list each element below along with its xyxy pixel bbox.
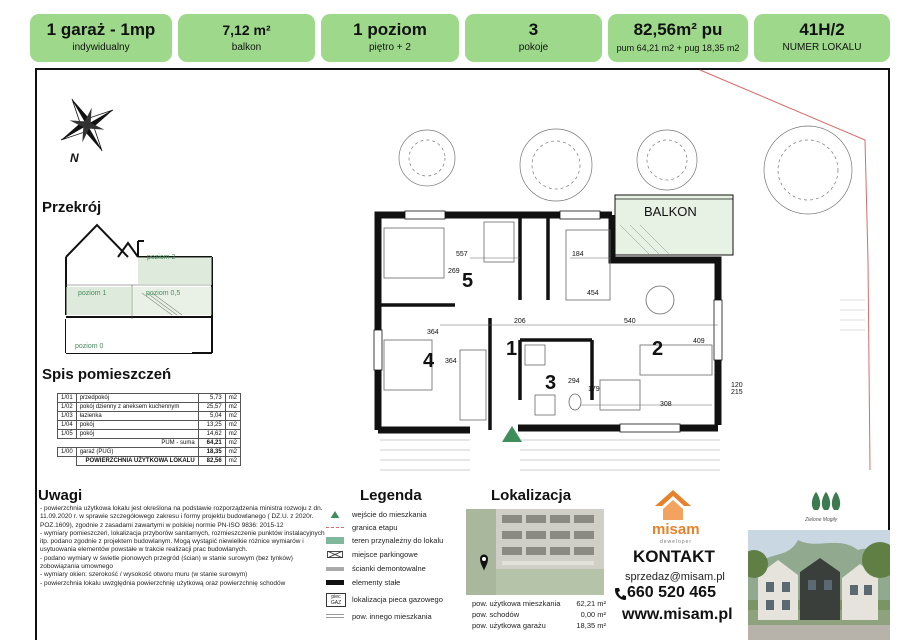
room-number-3: 3 [545, 372, 557, 394]
dim-269: 269 [448, 268, 460, 275]
legend-label: pow. innego mieszkania [352, 612, 432, 621]
stat-label: pow. schodów [472, 610, 520, 619]
header-garage-label: indywidualny [72, 42, 130, 53]
room-number-1: 1 [506, 338, 518, 360]
estate-logo-icon [808, 490, 844, 512]
dim-206: 206 [514, 318, 526, 325]
room-unit: m2 [225, 412, 240, 421]
dim-540: 540 [624, 318, 636, 325]
stat-value: 0,00 m² [580, 610, 606, 619]
stage-line-icon [326, 527, 344, 528]
stat-label: pow. użytkowa garażu [472, 621, 546, 630]
dim-120-215: 120 215 [731, 382, 743, 396]
balcony-label: BALKON [644, 204, 697, 219]
contact-title: KONTAKT [633, 547, 715, 566]
room-name: łazienka [76, 412, 198, 421]
dim-454: 454 [587, 290, 599, 297]
total-unit: m2 [225, 457, 240, 466]
legend-label: miejsce parkingowe [352, 550, 418, 559]
legend-title: Legenda [360, 487, 422, 504]
legend-label: granica etapu [352, 523, 398, 532]
stat-value: 18,35 m² [576, 621, 606, 630]
location-map [466, 509, 604, 595]
note-4: - wymiary okien: szerokość / wysokość otworu muru (w stanie surowym) [40, 571, 248, 579]
owned-land-swatch [326, 537, 344, 544]
dim-294: 294 [568, 378, 580, 385]
dim-409: 409 [693, 338, 705, 345]
stat-garage-area [472, 621, 606, 630]
location-title: Lokalizacja [491, 487, 572, 504]
pum-unit: m2 [225, 439, 240, 448]
dim-179: 179 [588, 386, 600, 393]
room-name: przedpokój [76, 394, 198, 403]
section-level-1: poziom 1 [78, 290, 107, 297]
room-unit: m2 [225, 430, 240, 439]
room-number-4: 4 [423, 350, 435, 372]
misam-logo-icon [653, 488, 693, 524]
garage-name: garaż (PUG) [76, 448, 198, 457]
header-area-label: pum 64,21 m2 + pug 18,35 m2 [616, 43, 740, 53]
garage-id: 1/00 [58, 448, 77, 457]
room-name: pokój [76, 421, 198, 430]
notes-text [40, 505, 325, 588]
room-id: 1/02 [58, 403, 77, 412]
garage-area: 18,35 [198, 448, 225, 457]
room-name: pokój dzienny z aneksem kuchennym [76, 403, 198, 412]
brand-name: misam [652, 521, 700, 538]
parking-swatch-icon [326, 551, 344, 558]
room-id: 1/01 [58, 394, 77, 403]
room-area: 5,73 [198, 394, 225, 403]
room-unit: m2 [225, 421, 240, 430]
pum-value: 64,21 [198, 439, 225, 448]
header-balcony-value: 7,12 m² [222, 22, 271, 38]
stat-value: 62,21 m² [576, 599, 606, 608]
removable-wall-swatch [326, 567, 344, 571]
room-id: 1/05 [58, 430, 77, 439]
header-balcony-label: balkon [231, 42, 262, 53]
total-value: 82,56 [198, 457, 225, 466]
fixed-element-swatch [326, 580, 344, 585]
header-garage-value: 1 garaż - 1mp [46, 20, 156, 39]
room-id: 1/04 [58, 421, 77, 430]
room-unit: m2 [225, 403, 240, 412]
room-unit: m2 [225, 394, 240, 403]
room-area: 25,57 [198, 403, 225, 412]
dim-557: 557 [456, 251, 468, 258]
gas-boiler-icon: piec GAZ [326, 593, 346, 607]
note-5: - powierzchnia lokalu uwzględnia powierzchnię użytkową oraz powierzchnię schodów [40, 579, 286, 587]
dim-364-b: 364 [445, 358, 457, 365]
legend-label: teren przynależny do lokalu [352, 536, 444, 545]
dim-308: 308 [660, 401, 672, 408]
section-level-0-5: poziom 0,5 [146, 290, 181, 297]
section-title: Przekrój [42, 199, 102, 216]
header-level-label: piętro + 2 [369, 42, 411, 53]
garage-unit: m2 [225, 448, 240, 457]
dim-184: 184 [572, 251, 584, 258]
header-unit-number-label: NUMER LOKALU [782, 42, 862, 53]
legend-label: lokalizacja pieca gazowego [352, 595, 443, 604]
section-level-0: poziom 0 [75, 343, 104, 350]
header-area-value: 82,56m² pu [633, 20, 723, 39]
room-id: 1/03 [58, 412, 77, 421]
note-3: - podano wymiary w świetle pionowych przegród (ścian) w stanie surowym (bez tynków) zobowiązania umownego [40, 554, 293, 571]
notes-title: Uwagi [38, 487, 83, 504]
section-level-2: poziom 2 [147, 254, 176, 261]
stat-stairs-area [472, 610, 606, 619]
estate-logo-text: Zielone Mogiły [805, 517, 838, 523]
pum-label: PUM - suma [161, 440, 195, 446]
room-area: 14,62 [198, 430, 225, 439]
room-name: pokój [76, 430, 198, 439]
contact-www[interactable]: www.misam.pl [622, 606, 733, 623]
stat-label: pow. użytkowa mieszkania [472, 599, 561, 608]
rooms-title: Spis pomieszczeń [42, 366, 172, 383]
contact-phone[interactable]: 660 520 465 [627, 584, 716, 601]
other-apartment-swatch [326, 613, 344, 620]
room-number-2: 2 [652, 338, 664, 360]
note-1: - powierzchnia użytkowa lokalu jest określona na podstawie rozporządzenia ministra rozwoju z dn. 11.09.2020 r. w sprawie szczegółowego zakresu i formy projektu budowlanego ( DZ.U. z 2020r. POZ.1609), zgodnie z zasadami zawartymi w polskiej normie PN-ISO 9836: 2015-12 [40, 505, 323, 529]
note-2: - wymiary pomieszczeń, lokalizacja przyborów sanitarnych, rozmieszczenie punktów instalacyjnych itp. podano zgodnie z projektem budowlanym. Mogą wystąpić niewielkie różnice wymiarów i usytuowania elementów powstałe w trakcie realizacji prac budowlanych. [40, 529, 325, 554]
header-unit-number-value: 41H/2 [799, 20, 845, 39]
stat-apartment-area [472, 599, 606, 608]
dim-364-a: 364 [427, 329, 439, 336]
legend-label: ścianki demontowalne [352, 564, 426, 573]
room-area: 13,25 [198, 421, 225, 430]
header-rooms-value: 3 [528, 20, 539, 39]
contact-email[interactable]: sprzedaz@misam.pl [625, 571, 725, 583]
brand-tagline: deweloper [660, 539, 693, 545]
room-number-5: 5 [462, 270, 474, 292]
compass-north-label: N [70, 151, 79, 165]
legend-label: wejście do mieszkania [352, 510, 427, 519]
header-rooms-label: pokoje [518, 42, 549, 53]
total-label: POWIERZCHNIA UŻYTKOWA LOKALU [76, 457, 198, 466]
entry-triangle-icon [326, 511, 344, 518]
phone-icon [614, 587, 626, 601]
building-visualization [748, 530, 890, 640]
header-level-value: 1 poziom [353, 20, 427, 39]
legend-label: elementy stałe [352, 578, 401, 587]
room-area: 5,04 [198, 412, 225, 421]
